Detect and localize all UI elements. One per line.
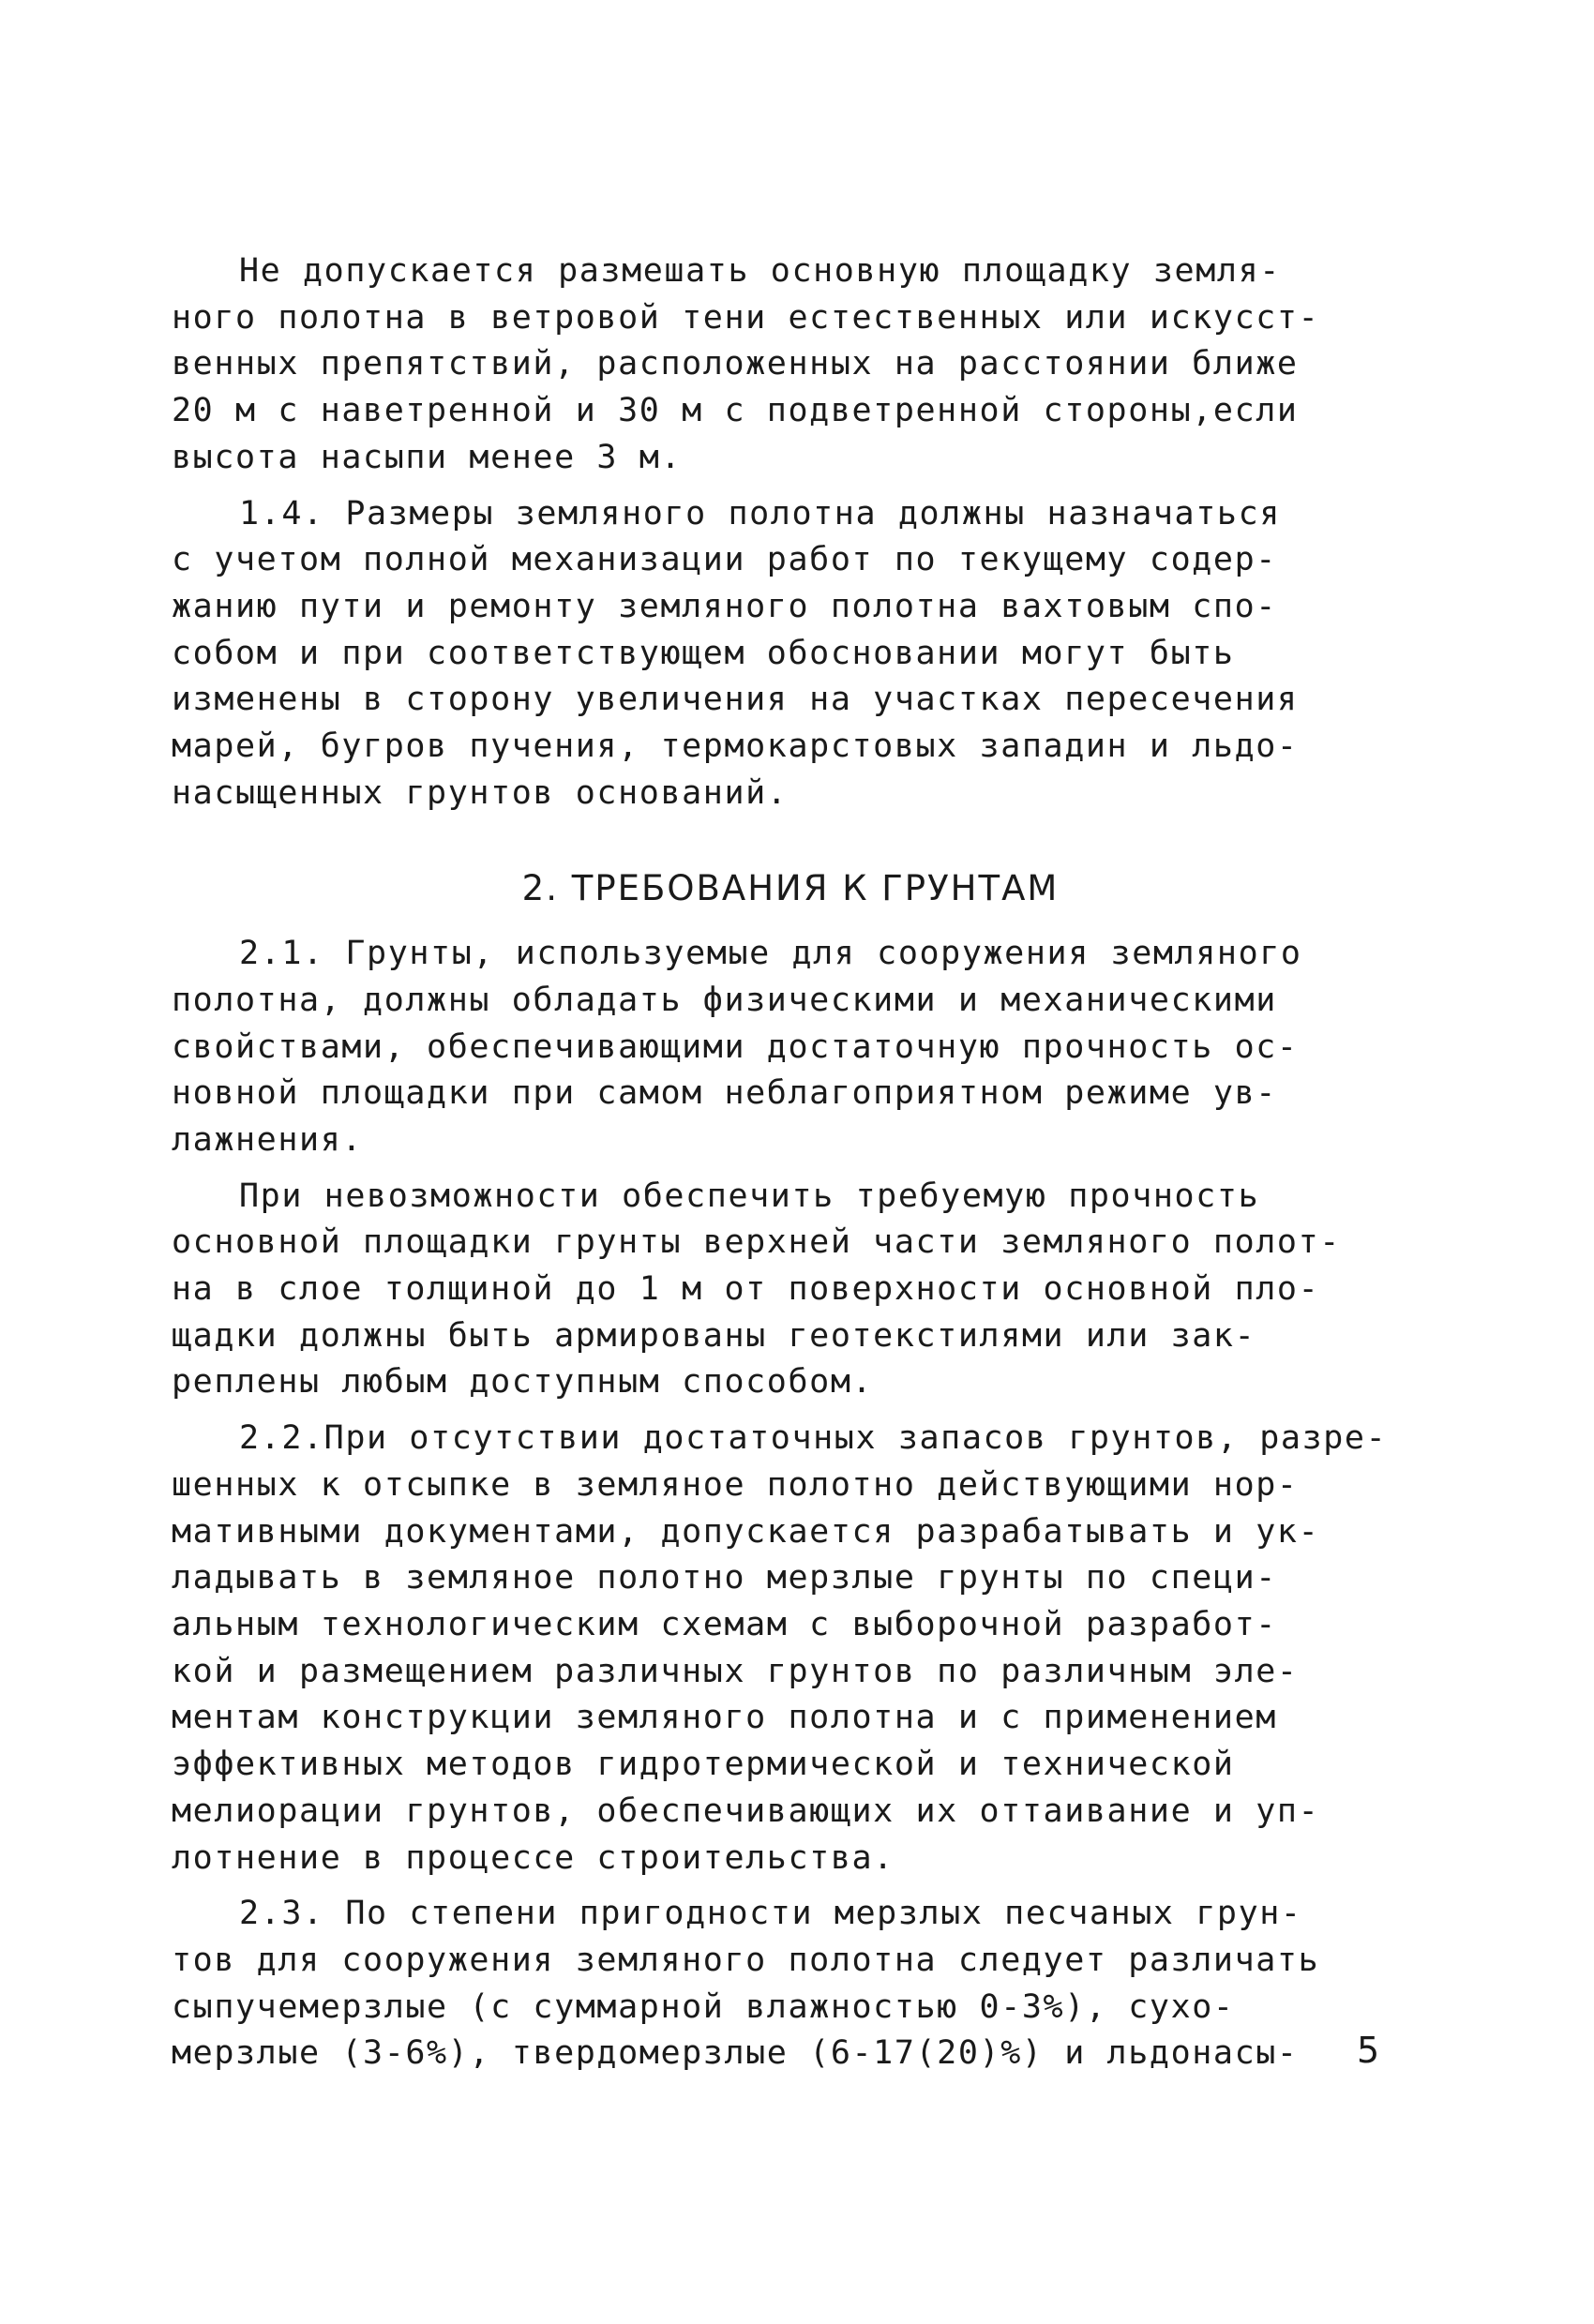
paragraph-2-3 xyxy=(172,1891,1409,2077)
text-line: мелиорации грунтов, обеспечивающих их оттаивание и уп- xyxy=(172,1792,1320,1830)
text-line: насыщенных грунтов оснований. xyxy=(172,773,789,812)
text-line: Не допускается размешать основную площадку земля- xyxy=(239,252,1281,290)
text-line: щадки должны быть армированы геотекстилями или зак- xyxy=(172,1316,1256,1355)
paragraph-intro xyxy=(172,248,1409,482)
text-line: свойствами, обеспечивающими достаточную прочность ос- xyxy=(172,1027,1299,1066)
paragraph-gap xyxy=(172,1164,1409,1174)
text-line: высота насыпи менее 3 м. xyxy=(172,438,683,476)
text-line: тов для сооружения земляного полотна следует различать xyxy=(172,1941,1320,1979)
text-line: изменены в сторону увеличения на участках пересечения xyxy=(172,681,1299,719)
body-text xyxy=(172,248,1409,2077)
paragraph-2-1b xyxy=(172,1174,1409,1407)
text-line: собом и при соответствующем обосновании могут быть xyxy=(172,634,1235,672)
text-line: лотнение в процессе строительства. xyxy=(172,1838,895,1877)
text-line: ментам конструкции земляного полотна и с применением xyxy=(172,1699,1277,1737)
text-line: жанию пути и ремонту земляного полотна вахтовым спо- xyxy=(172,587,1277,625)
text-line: шенных к отсыпке в земляное полотно действующими нор- xyxy=(172,1465,1299,1504)
text-line: с учетом полной механизации работ по текущему содер- xyxy=(172,541,1277,579)
text-line: 1.4. Размеры земляного полотна должны назначаться xyxy=(239,494,1281,532)
text-line: основной площадки грунты верхней части земляного полот- xyxy=(172,1223,1341,1262)
paragraph-gap xyxy=(172,1882,1409,1891)
text-line: ладывать в земляное полотно мерзлые грунты по специ- xyxy=(172,1559,1277,1597)
text-line: 2.1. Грунты, используемые для сооружения земляного xyxy=(239,935,1302,973)
text-line: альным технологическим схемам с выборочной разработ- xyxy=(172,1605,1277,1643)
text-line: венных препятствий, расположенных на расстоянии ближе xyxy=(172,345,1299,383)
text-line: ного полотна в ветровой тени естественных или искусст- xyxy=(172,298,1320,337)
text-line: новной площадки при самом неблагоприятном режиме ув- xyxy=(172,1074,1277,1113)
section-heading: 2. ТРЕБОВАНИЯ К ГРУНТАМ xyxy=(521,868,1060,909)
text-line: кой и размещением различных грунтов по различным эле- xyxy=(172,1652,1299,1690)
text-line: марей, бугров пучения, термокарстовых западин и льдо- xyxy=(172,727,1299,766)
text-line: 2.3. По степени пригодности мерзлых песчаных грун- xyxy=(239,1895,1302,1933)
text-line: лажнения. xyxy=(172,1120,364,1159)
paragraph-gap xyxy=(172,482,1409,491)
paragraph-2-1 xyxy=(172,931,1409,1164)
paragraph-gap xyxy=(172,1406,1409,1416)
text-line: полотна, должны обладать физическими и механическими xyxy=(172,981,1277,1019)
text-line: мерзлые (3-6%), твердомерзлые (6-17(20)%) и льдонасы- xyxy=(172,2034,1299,2073)
text-line: реплены любым доступным способом. xyxy=(172,1363,874,1402)
text-line: эффективных методов гидротермической и технической xyxy=(172,1746,1235,1784)
text-line: на в слое толщиной до 1 м от поверхности основной пло- xyxy=(172,1270,1320,1309)
paragraph-1-4 xyxy=(172,491,1409,817)
text-line: сыпучемерзлые (с суммарной влажностью 0-3%), сухо- xyxy=(172,1987,1235,2026)
text-line: 2.2.При отсутствии достаточных запасов грунтов, разре- xyxy=(239,1419,1388,1458)
paragraph-2-2 xyxy=(172,1416,1409,1882)
text-line: При невозможности обеспечить требуемую прочность xyxy=(239,1177,1260,1215)
text-line: 20 м с наветренной и 30 м с подветренной стороны,если xyxy=(172,392,1299,430)
text-line: мативными документами, допускается разрабатывать и ук- xyxy=(172,1512,1320,1551)
page-number: 5 xyxy=(1357,2030,1380,2071)
